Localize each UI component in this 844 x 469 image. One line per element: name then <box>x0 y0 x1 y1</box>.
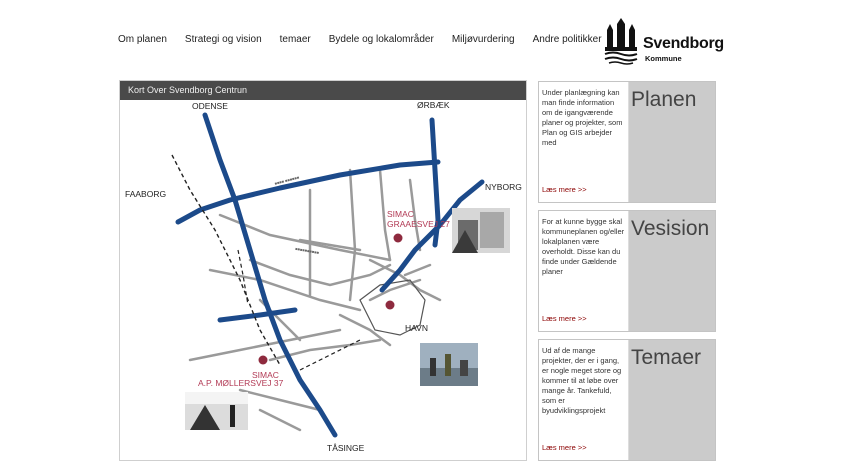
card-planen-title: Planen <box>631 88 697 111</box>
main-nav <box>118 34 620 45</box>
photo-mollersvej <box>185 392 248 430</box>
nav-item-bydele[interactable]: Bydele og lokalområder <box>328 34 434 45</box>
card-temaer-text: Ud af de mange projekter, der er i gang, er nogle meget store og kommer til at løbe over mange år. Tankefuld, som er byudviklingsprojekt <box>542 346 622 415</box>
card-planen-more-link[interactable]: Læs mere >> <box>542 185 587 194</box>
label-odense: ODENSE <box>192 101 228 111</box>
map-title: Kort Over Svendborg Centrun <box>120 81 526 100</box>
label-simac1-b: GRAAESVEJ 27 <box>387 219 450 229</box>
svg-text:■■■■■■■■■■: ■■■■■■■■■■ <box>294 246 320 256</box>
nav-item-strategi[interactable]: Strategi og vision <box>184 34 262 45</box>
label-simac2-b: A.P. MØLLERSVEJ 37 <box>198 378 284 388</box>
card-vesision-text: For at kunne bygge skal kommuneplanen og/eller lokalplanen være overholdt. Disse kan du finde under Gældende planer <box>542 217 625 276</box>
logo-name: Svendborg <box>643 35 724 52</box>
harbour-marker[interactable] <box>386 301 395 310</box>
kommune-logo[interactable] <box>603 18 724 66</box>
label-simac2-a: SIMAC <box>252 370 279 380</box>
simac-graaesvej-marker[interactable] <box>394 234 403 243</box>
railway <box>172 155 280 365</box>
simac-mollersvej-marker[interactable] <box>259 356 268 365</box>
nav-item-andre-politikker[interactable]: Andre politikker <box>532 34 602 45</box>
photo-havn <box>420 343 478 386</box>
photo-graaesvej <box>452 208 510 253</box>
label-orbaek: ØRBÆK <box>417 100 450 110</box>
card-planen-text: Under planlægning kan man finde information om de igangværende planer og projekter, som Plan og GIS arbejder med <box>542 88 623 147</box>
card-temaer <box>538 339 716 461</box>
card-temaer-more-link[interactable]: Læs mere >> <box>542 443 587 452</box>
card-vesision-more-link[interactable]: Læs mere >> <box>542 314 587 323</box>
label-nyborg: NYBORG <box>485 182 522 192</box>
logo-sub: Kommune <box>645 54 682 63</box>
label-faaborg: FAABORG <box>125 189 167 199</box>
label-tasinge: TÅSINGE <box>327 443 365 453</box>
nav-item-om-planen[interactable]: Om planen <box>118 34 167 45</box>
map-panel <box>119 80 527 461</box>
card-temaer-title: Temaer <box>631 346 702 369</box>
city-map[interactable] <box>120 100 526 460</box>
card-vesision <box>538 210 716 332</box>
svg-text:■■■■ ■■■■■■: ■■■■ ■■■■■■ <box>273 174 300 186</box>
label-simac1-a: SIMAC <box>387 209 414 219</box>
label-havn: HAVN <box>405 323 428 333</box>
nav-item-miljovurdering[interactable]: Miljøvurdering <box>451 34 515 45</box>
coat-of-arms-icon <box>603 18 639 66</box>
card-planen <box>538 81 716 203</box>
card-vesision-title: Vesision <box>631 217 710 240</box>
nav-item-temaer[interactable]: temaer <box>279 34 311 45</box>
